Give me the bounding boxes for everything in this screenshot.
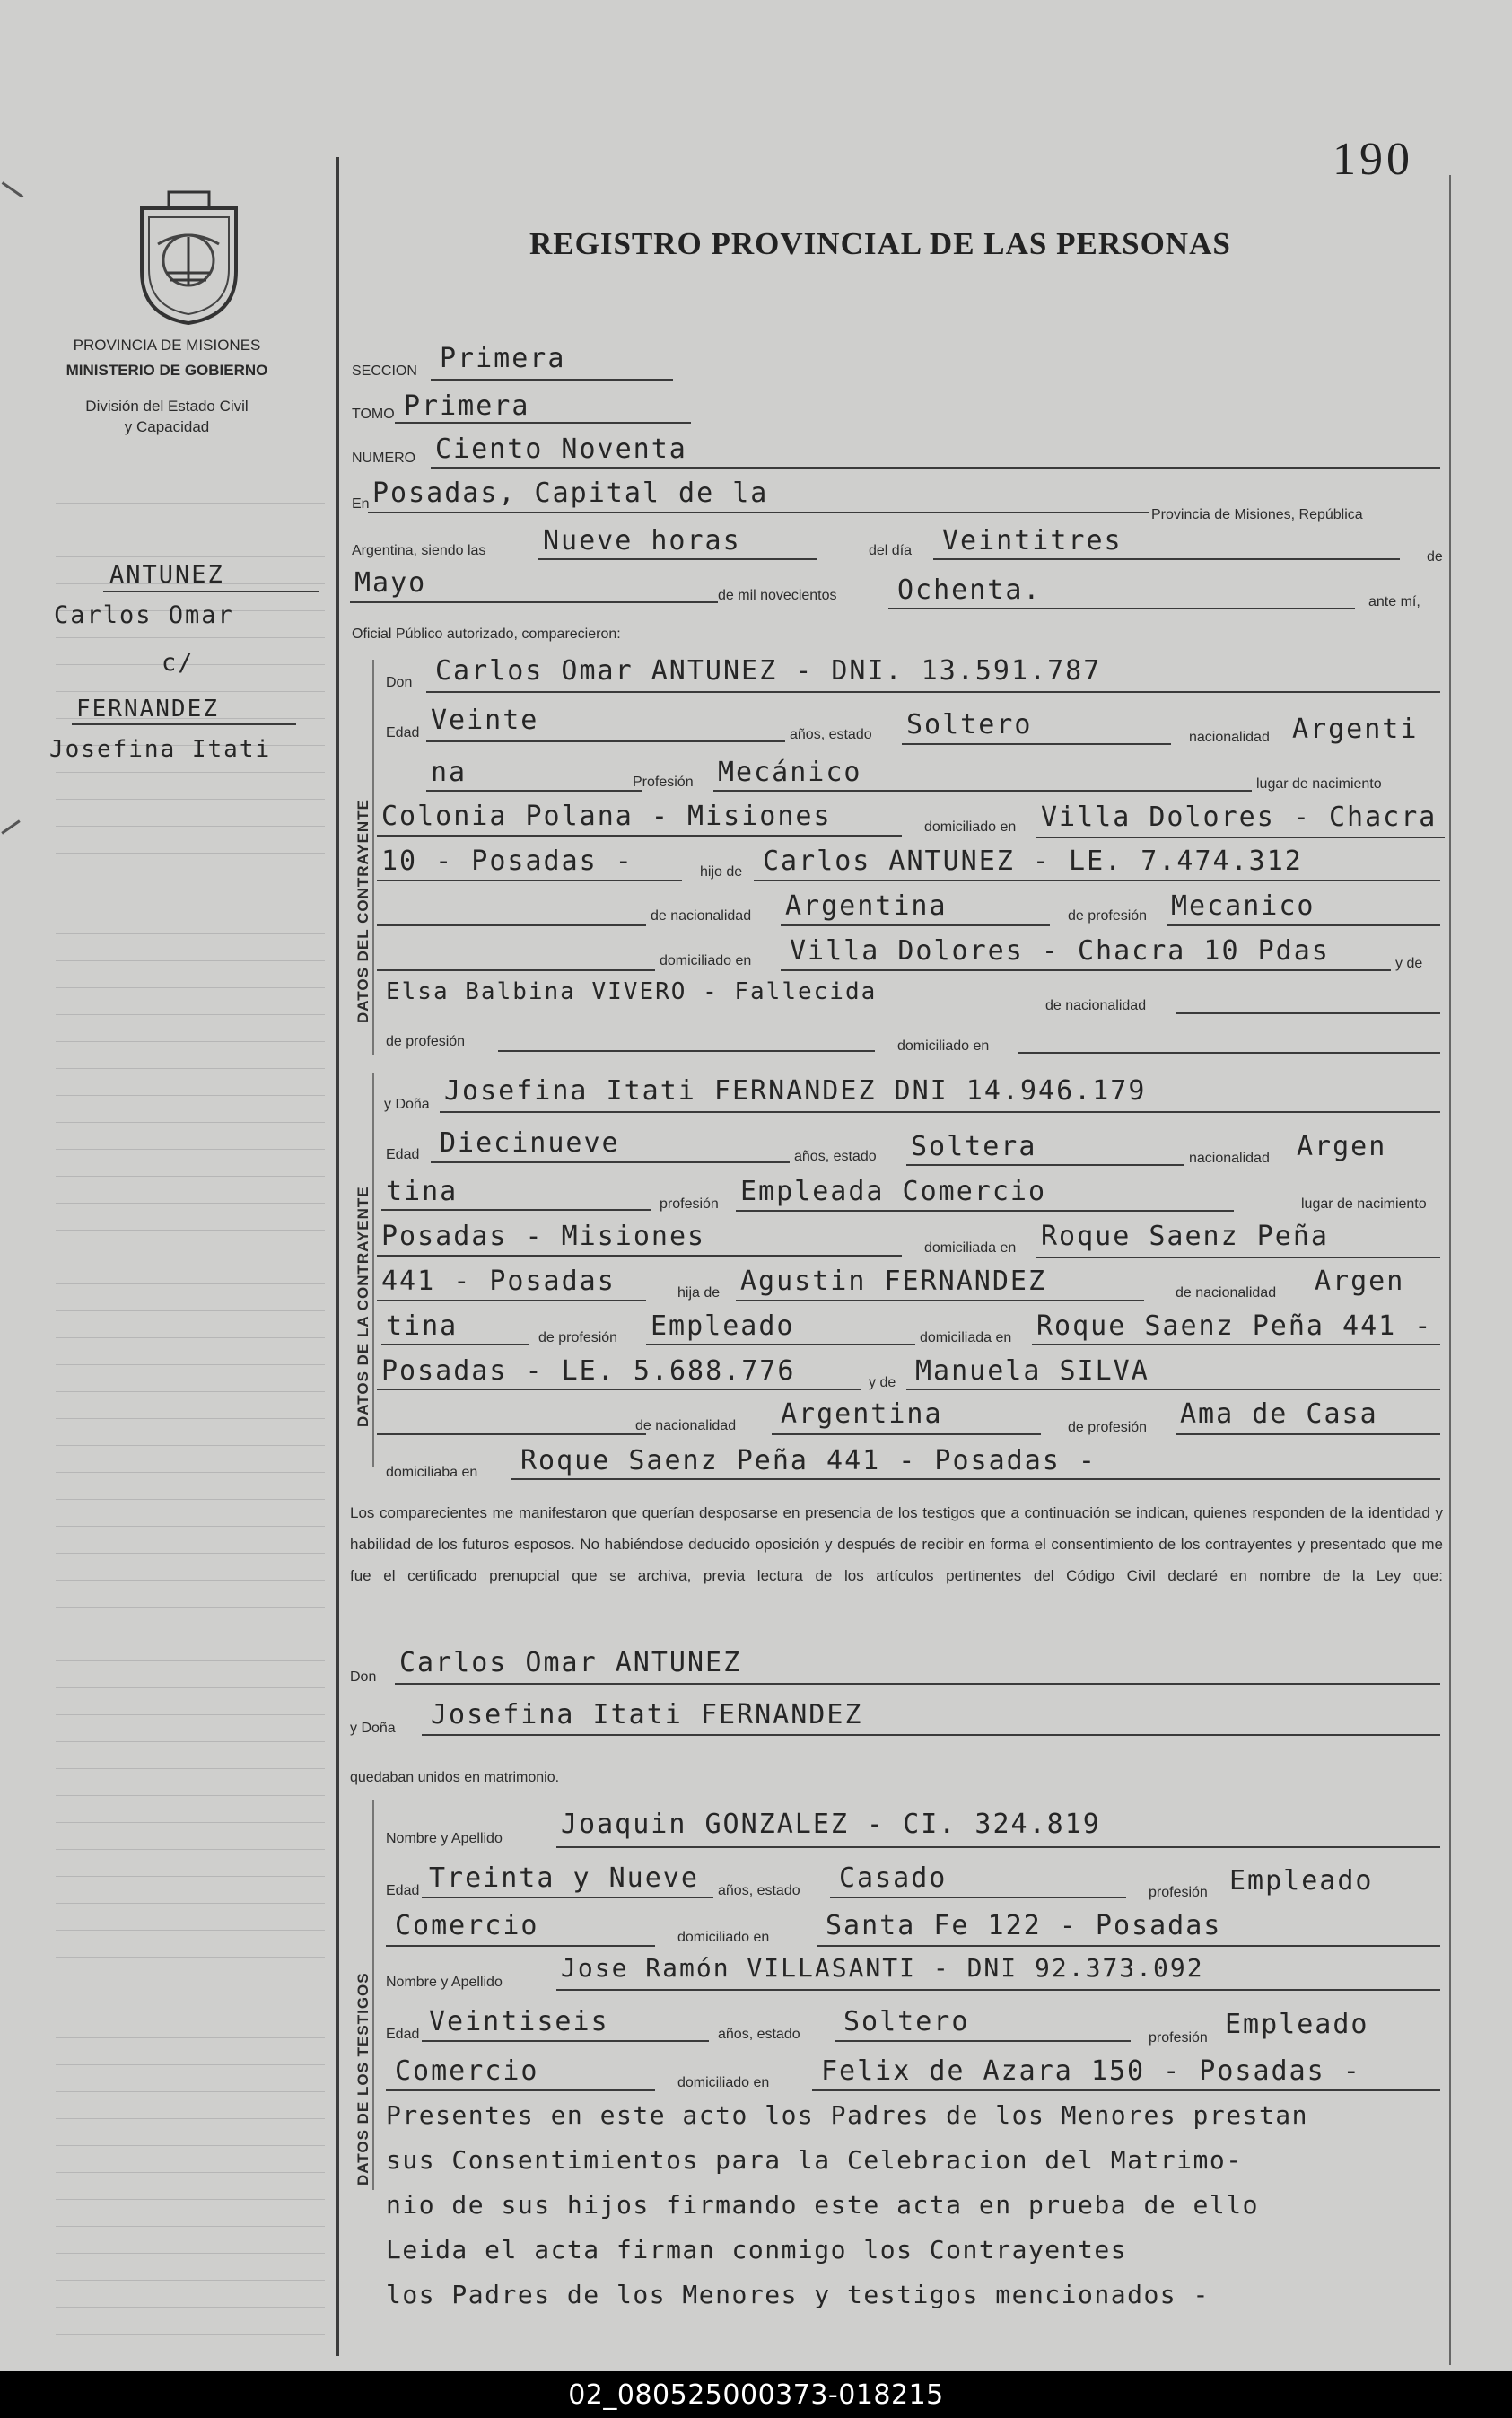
label-ante-mi: ante mí,	[1368, 594, 1420, 609]
note-line-5: los Padres de los Menores y testigos mencionados -	[386, 2280, 1210, 2309]
margin-rule	[56, 987, 325, 988]
field-line	[431, 1161, 790, 1163]
margin-rule	[56, 1660, 325, 1661]
declaration-paragraph: Los comparecientes me manifestaron que querían desposarse en presencia de los testigos que a continuación se indican, quienes responden de la identidad y habilidad de los futuros esposos. No habiéndose deducido oposición y después de recibir en forma el consentimiento de los contrayentes y presentado que me fue el certificado prenupcial que se archiva, previa lectura de los artículos pertinentes del Código Civil declaré en nombre de la Ley que:	[350, 1504, 1443, 1584]
field-line	[381, 1344, 529, 1345]
label-quedaban: quedaban unidos en matrimonio.	[350, 1770, 560, 1785]
field-line	[498, 1050, 875, 1052]
value-seccion: Primera	[440, 343, 566, 374]
margin-rule	[56, 2037, 325, 2038]
margin-rule	[56, 691, 325, 692]
margin-rule	[56, 1203, 325, 1204]
margin-rule	[56, 1607, 325, 1608]
label-provincia: Provincia de Misiones, República	[1151, 507, 1363, 522]
value-decl-dona: Josefina Itati FERNANDEZ	[431, 1699, 863, 1730]
margin-rule	[56, 1364, 325, 1365]
field-line	[556, 1846, 1440, 1848]
header-province: PROVINCIA DE MISIONES	[73, 337, 261, 354]
value-estado-f: Soltera	[911, 1131, 1037, 1162]
value-padre-f-dom-a: Roque Saenz Peña 441 -	[1036, 1310, 1433, 1342]
label-domiciliado-en: domiciliado en	[924, 819, 1017, 835]
field-line	[377, 880, 682, 881]
field-line	[556, 1989, 1440, 1991]
label-oficial: Oficial Público autorizado, comparecieron:	[352, 626, 621, 642]
field-line	[835, 2040, 1131, 2042]
margin-rule	[56, 2307, 325, 2308]
field-line	[440, 1111, 1440, 1113]
field-line	[377, 1389, 861, 1390]
margin-rule	[56, 1122, 325, 1123]
label-decl-don: Don	[350, 1669, 377, 1685]
margin-rule	[56, 1553, 325, 1554]
label-de-profesion-2: de profesión	[386, 1034, 466, 1049]
page-number: 190	[1333, 134, 1413, 185]
label-argentina-siendo: Argentina, siendo las	[352, 543, 486, 558]
margin-rule	[56, 1822, 325, 1823]
label-nombre-apellido-1: Nombre y Apellido	[386, 1831, 503, 1846]
field-line	[713, 790, 1252, 792]
value-madre: Elsa Balbina VIVERO - Fallecida	[386, 978, 878, 1005]
field-line	[395, 422, 691, 424]
margin-rule	[56, 2226, 325, 2227]
field-line	[386, 1945, 655, 1947]
margin-rule	[56, 1041, 325, 1042]
margin-rule	[56, 1176, 325, 1177]
value-tomo: Primera	[404, 390, 530, 422]
label-y-dona: y Doña	[384, 1097, 430, 1112]
field-line	[431, 379, 673, 381]
section-line-testigos	[372, 1800, 374, 2190]
label-edad: Edad	[386, 725, 420, 740]
value-t1-dom: Santa Fe 122 - Posadas	[826, 1910, 1222, 1941]
margin-connector: c/	[162, 649, 195, 677]
margin-rule	[56, 933, 325, 934]
margin-surname: ANTUNEZ	[109, 561, 224, 589]
value-padre-f-prof: Empleado	[651, 1310, 795, 1342]
label-decl-dona: y Doña	[350, 1721, 396, 1736]
value-en: Posadas, Capital de la	[372, 477, 769, 509]
margin-rule	[56, 1499, 325, 1500]
value-nac-f-b: tina	[386, 1176, 459, 1207]
margin-rule	[56, 1283, 325, 1284]
field-line	[1176, 1012, 1440, 1014]
field-line	[906, 1164, 1184, 1166]
margin-rule	[56, 1391, 325, 1392]
margin-rule	[56, 1876, 325, 1877]
label-edad-t1: Edad	[386, 1883, 420, 1898]
field-line	[350, 601, 718, 603]
margin-rule	[56, 1149, 325, 1150]
margin-rule	[56, 1445, 325, 1446]
field-line	[377, 1300, 646, 1301]
field-line	[1036, 837, 1445, 838]
value-lugar-nac-f: Posadas - Misiones	[381, 1221, 706, 1252]
value-padre-f-nac-b: tina	[386, 1310, 459, 1342]
value-profesion: Mecánico	[718, 757, 862, 788]
margin-rule	[56, 826, 325, 827]
field-line	[781, 969, 1391, 971]
field-line	[736, 1300, 1144, 1301]
note-line-3: nio de sus hijos firmando este acta en prueba de ello	[386, 2190, 1259, 2220]
field-line	[426, 691, 1440, 693]
label-domiciliada-en: domiciliada en	[924, 1240, 1017, 1256]
margin-rule	[56, 1795, 325, 1796]
value-t2-prof-b: Comercio	[395, 2055, 539, 2087]
value-madre-f-dom: Roque Saenz Peña 441 - Posadas -	[520, 1445, 1097, 1476]
note-line-1: Presentes en este acto los Padres de los Menores prestan	[386, 2100, 1309, 2130]
value-prof-f: Empleada Comercio	[740, 1176, 1047, 1207]
label-de-nacionalidad-f: de nacionalidad	[1176, 1285, 1277, 1301]
margin-rule	[56, 1526, 325, 1527]
label-numero: NUMERO	[352, 451, 416, 466]
label-y-de-f: y de	[869, 1375, 896, 1390]
field-line	[812, 2089, 1440, 2091]
label-domiciliado-en-f: domiciliada en	[920, 1330, 1012, 1345]
label-de-profesion: de profesión	[1068, 908, 1148, 924]
binding-mark	[2, 181, 24, 198]
value-don: Carlos Omar ANTUNEZ - DNI. 13.591.787	[435, 655, 1102, 687]
margin-rule	[56, 2064, 325, 2065]
value-t2-edad: Veintiseis	[429, 2006, 609, 2037]
value-horas: Nueve horas	[543, 525, 741, 556]
label-de-mil: de mil novecientos	[718, 588, 837, 603]
field-line	[902, 743, 1171, 745]
label-nombre-apellido-2: Nombre y Apellido	[386, 1975, 503, 1990]
label-en: En	[352, 496, 370, 512]
field-line	[422, 1897, 713, 1898]
side-label-contrayente-f: DATOS DE LA CONTRAYENTE	[354, 1186, 371, 1427]
label-profesion-t1: profesión	[1149, 1885, 1208, 1900]
field-line	[511, 1478, 1440, 1480]
field-line	[933, 558, 1400, 560]
field-line	[1176, 1433, 1440, 1435]
label-seccion: SECCION	[352, 364, 417, 379]
margin-rule	[56, 637, 325, 638]
field-line	[888, 608, 1355, 609]
document-id: 02_080525000373-018215	[568, 2379, 944, 2411]
label-domiciliado-t1: domiciliado en	[677, 1930, 770, 1945]
label-anos-estado: años, estado	[790, 727, 872, 742]
value-anio: Ochenta.	[897, 574, 1042, 606]
margin-name2: Josefina Itati	[49, 736, 272, 763]
value-edad: Veinte	[431, 705, 539, 736]
margin-rule	[56, 1687, 325, 1688]
label-de-profesion-f: de profesión	[538, 1330, 618, 1345]
section-line-contrayente	[372, 660, 374, 1055]
margin-name: Carlos Omar	[54, 601, 234, 629]
value-t1-edad: Treinta y Nueve	[429, 1862, 699, 1894]
margin-rule	[56, 2199, 325, 2200]
value-edad-f: Diecinueve	[440, 1127, 620, 1159]
value-numero: Ciento Noventa	[435, 434, 687, 465]
label-de-profesion-mf: de profesión	[1068, 1420, 1148, 1435]
value-madre-f-prof: Ama de Casa	[1180, 1398, 1378, 1430]
value-testigo2: Jose Ramón VILLASANTI - DNI 92.373.092	[561, 1953, 1204, 1983]
field-line	[781, 924, 1050, 926]
value-t1-prof-a: Empleado	[1229, 1865, 1374, 1897]
label-de: de	[1427, 549, 1443, 565]
value-t2-estado: Soltero	[843, 2006, 970, 2037]
margin-rule	[56, 2091, 325, 2092]
label-y-de: y de	[1395, 956, 1423, 971]
field-line	[377, 924, 646, 926]
value-padre: Carlos ANTUNEZ - LE. 7.474.312	[763, 845, 1303, 877]
note-line-2: sus Consentimientos para la Celebracion del Matrimo-	[386, 2145, 1243, 2175]
label-de-nacionalidad: de nacionalidad	[651, 908, 752, 924]
margin-surname2: FERNANDEZ	[76, 696, 219, 723]
value-padre-dom: Villa Dolores - Chacra 10 Pdas	[790, 935, 1330, 967]
margin-rule	[56, 1768, 325, 1769]
label-anos-estado-f: años, estado	[794, 1149, 877, 1164]
field-line	[1036, 1257, 1440, 1258]
footer-strip	[0, 2371, 1512, 2418]
value-domicilio-b: 10 - Posadas -	[381, 845, 634, 877]
margin-rule	[56, 799, 325, 800]
value-nacionalidad-b: na	[431, 757, 468, 788]
field-line	[817, 1945, 1440, 1947]
margin-rule	[56, 1230, 325, 1231]
binding-mark	[1, 819, 20, 834]
value-dia: Veintitres	[942, 525, 1123, 556]
margin-rule	[56, 1095, 325, 1096]
field-line	[431, 467, 1440, 469]
header-division: División del Estado Civil	[85, 398, 249, 415]
margin-rule	[56, 2172, 325, 2173]
field-line	[377, 969, 655, 971]
page-title: REGISTRO PROVINCIAL DE LAS PERSONAS	[529, 226, 1231, 261]
label-hijo-de: hijo de	[700, 864, 743, 880]
label-profesion-t2: profesión	[1149, 2030, 1208, 2046]
field-line	[395, 1683, 1440, 1685]
value-testigo1: Joaquin GONZALEZ - CI. 324.819	[561, 1809, 1101, 1840]
value-padre-f-dom-b: Posadas - LE. 5.688.776	[381, 1355, 796, 1387]
label-tomo: TOMO	[352, 407, 395, 422]
margin-underline	[103, 591, 319, 592]
margin-rule	[56, 1580, 325, 1581]
label-profesion: Profesión	[633, 775, 694, 790]
value-madre-f: Manuela SILVA	[915, 1355, 1149, 1387]
field-line	[377, 835, 902, 837]
field-line	[646, 1344, 915, 1345]
field-line	[386, 2089, 655, 2091]
value-dona: Josefina Itati FERNANDEZ DNI 14.946.179	[444, 1075, 1147, 1107]
field-line	[377, 1255, 902, 1257]
label-domiciliado-en-2: domiciliado en	[660, 953, 752, 968]
section-line-contrayente-f	[372, 1073, 374, 1467]
note-line-4: Leida el acta firman conmigo los Contrayentes	[386, 2235, 1128, 2265]
value-nacionalidad-a: Argenti	[1292, 714, 1419, 745]
field-line	[906, 1389, 1440, 1390]
label-lugar-nacimiento: lugar de nacimiento	[1256, 776, 1382, 792]
value-estado: Soltero	[906, 709, 1033, 740]
field-line	[830, 1897, 1126, 1898]
value-t2-dom: Felix de Azara 150 - Posadas -	[821, 2055, 1361, 2087]
margin-rule	[56, 1741, 325, 1742]
coat-of-arms-seal	[133, 190, 245, 325]
label-profesion-f: profesión	[660, 1196, 719, 1212]
margin-rule	[56, 1714, 325, 1715]
margin-rule	[56, 772, 325, 773]
label-anos-estado-t2: años, estado	[718, 2027, 800, 2042]
value-domicilio-a: Villa Dolores - Chacra	[1041, 802, 1438, 833]
field-line	[1018, 1052, 1440, 1054]
field-line	[381, 1209, 651, 1211]
value-padre-nac: Argentina	[785, 890, 948, 922]
header-capacity: y Capacidad	[124, 418, 210, 435]
field-line	[1032, 1344, 1440, 1345]
margin-rule	[56, 2118, 325, 2119]
margin-rule	[56, 1337, 325, 1338]
label-nacionalidad-f: nacionalidad	[1189, 1151, 1270, 1166]
label-domiciliado-en-3: domiciliado en	[897, 1038, 990, 1054]
value-madre-f-nac: Argentina	[781, 1398, 943, 1430]
margin-rule	[56, 1068, 325, 1069]
value-padre-f: Agustin FERNANDEZ	[740, 1266, 1047, 1297]
field-line	[538, 558, 817, 560]
field-line	[736, 1210, 1234, 1212]
value-dom-f-a: Roque Saenz Peña	[1041, 1221, 1329, 1252]
label-hija-de: hija de	[677, 1285, 721, 1301]
value-nac-f-a: Argen	[1297, 1131, 1387, 1162]
value-lugar-nac: Colonia Polana - Misiones	[381, 801, 832, 832]
value-mes: Mayo	[354, 567, 427, 599]
header-ministry: MINISTERIO DE GOBIERNO	[66, 362, 268, 379]
margin-rule	[56, 1849, 325, 1850]
value-dom-f-b: 441 - Posadas	[381, 1266, 616, 1297]
margin-underline2	[72, 723, 296, 725]
field-line	[422, 2040, 709, 2042]
value-padre-prof: Mecanico	[1171, 890, 1315, 922]
margin-rule	[56, 2334, 325, 2335]
left-frame-line	[336, 157, 339, 2356]
field-line	[422, 1734, 1440, 1736]
margin-rule	[56, 1472, 325, 1473]
field-line	[368, 512, 1149, 513]
label-domiciliado-t2: domiciliado en	[677, 2075, 770, 2090]
side-label-testigos: DATOS DE LOS TESTIGOS	[354, 1972, 371, 2186]
label-de-nacionalidad-mf: de nacionalidad	[635, 1418, 737, 1433]
margin-rule	[56, 960, 325, 961]
value-padre-f-nac-a: Argen	[1315, 1266, 1405, 1297]
margin-rule	[56, 1957, 325, 1958]
label-nacionalidad: nacionalidad	[1189, 730, 1270, 745]
field-line	[426, 740, 785, 742]
label-edad-f: Edad	[386, 1147, 420, 1162]
margin-rule	[56, 2280, 325, 2281]
value-t1-estado: Casado	[839, 1862, 948, 1894]
label-del-dia: del día	[869, 543, 913, 558]
value-decl-don: Carlos Omar ANTUNEZ	[399, 1647, 742, 1678]
margin-rule	[56, 2145, 325, 2146]
label-lugar-nacimiento-f: lugar de nacimiento	[1301, 1196, 1427, 1212]
margin-rule	[56, 1930, 325, 1931]
field-line	[426, 790, 642, 792]
margin-rule	[56, 1014, 325, 1015]
margin-rule	[56, 853, 325, 854]
label-don: Don	[386, 675, 413, 690]
margin-rule	[56, 1903, 325, 1904]
field-line	[772, 1433, 1041, 1435]
field-line	[754, 880, 1440, 881]
field-line	[377, 1433, 646, 1435]
margin-rule	[56, 556, 325, 557]
value-t2-prof-a: Empleado	[1225, 2009, 1369, 2040]
label-domiciliaba-en: domiciliaba en	[386, 1465, 478, 1480]
margin-rule	[56, 1310, 325, 1311]
margin-rule	[56, 503, 325, 504]
side-label-contrayente: DATOS DEL CONTRAYENTE	[354, 799, 371, 1023]
right-frame-line	[1449, 175, 1451, 2365]
label-edad-t2: Edad	[386, 2027, 420, 2042]
field-line	[1167, 924, 1440, 926]
margin-rule	[56, 2253, 325, 2254]
label-anos-estado-t1: años, estado	[718, 1883, 800, 1898]
margin-rule	[56, 1418, 325, 1419]
value-t1-prof-b: Comercio	[395, 1910, 539, 1941]
label-de-nacionalidad-2: de nacionalidad	[1045, 998, 1147, 1013]
